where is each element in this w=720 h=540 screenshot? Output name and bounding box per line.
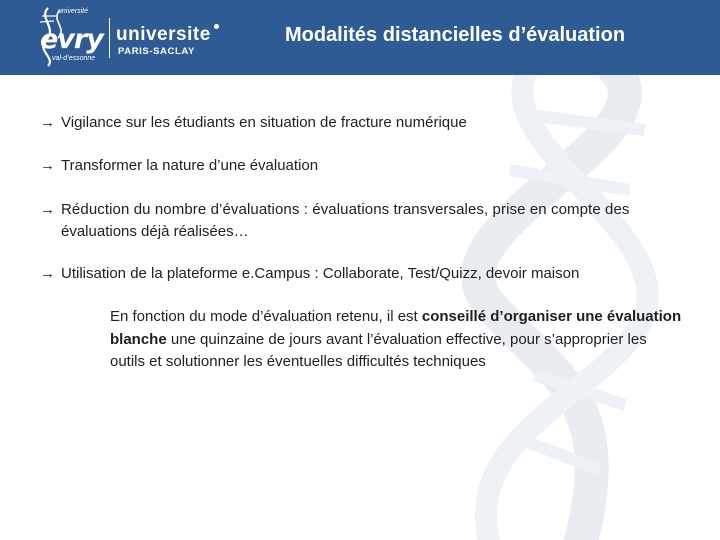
- bullet-text: Utilisation de la plateforme e.Campus : Collaborate, Test/Quizz, devoir maison: [61, 265, 580, 282]
- advice-text-bold: conseillé d’organiser une évaluation blanche: [110, 308, 682, 348]
- logo-evry: evry: [40, 24, 103, 55]
- arrow-right-icon: →: [40, 201, 55, 218]
- arrow-right-icon: →: [40, 157, 55, 174]
- advice-paragraph: [110, 306, 685, 374]
- bullet-text: Vigilance sur les étudiants en situation de fracture numérique: [61, 114, 467, 131]
- logo-val-essonne: val-d’essonne: [52, 55, 96, 62]
- bullet-text-line2: évaluations déjà réalisées…: [61, 223, 249, 240]
- logo-universite-small: université: [58, 8, 88, 15]
- logo-paris-saclay: PARIS-SACLAY: [118, 46, 195, 57]
- bullet-text: Transformer la nature d’une évaluation: [61, 157, 319, 174]
- bullet-text-line1: Réduction du nombre d’évaluations : évaluations transversales, prise en compte des: [61, 201, 630, 218]
- arrow-right-icon: →: [40, 114, 55, 131]
- arrow-right-icon: →: [40, 265, 55, 282]
- logo-universite: universite: [116, 24, 211, 45]
- advice-text-part1: En fonction du mode d’évaluation retenu, il est: [110, 308, 422, 325]
- page-title: Modalités distancielles d’évaluation: [284, 24, 626, 46]
- advice-text-part2: une quinzaine de jours avant l’évaluation effective, pour s’approprier les outils et solutionner les éventuelles difficultés techniques: [110, 330, 647, 370]
